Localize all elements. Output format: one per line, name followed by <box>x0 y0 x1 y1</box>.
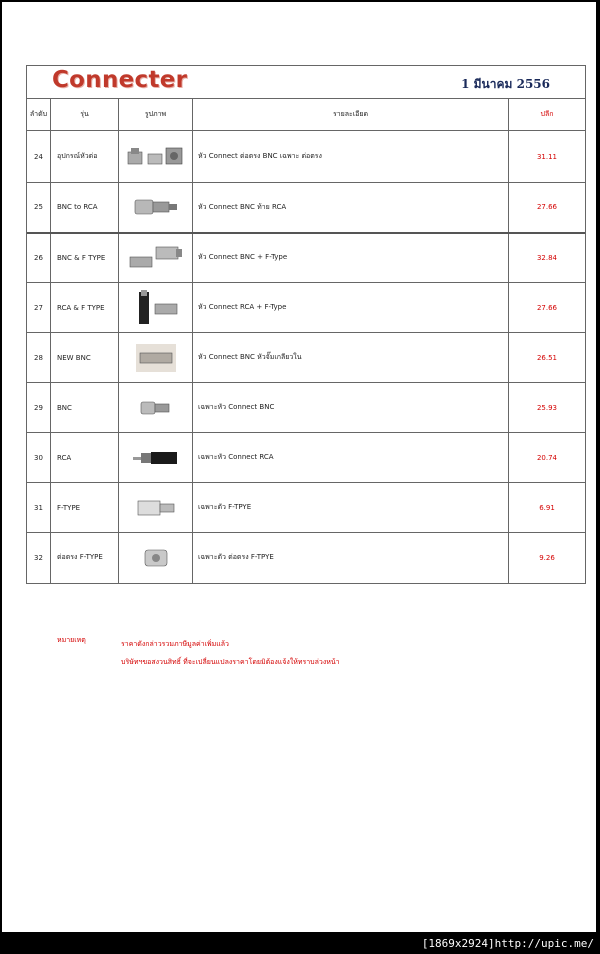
bnc-icon <box>119 384 192 432</box>
row-detail: หัว Connect BNC + F-Type <box>193 233 509 283</box>
row-number: 30 <box>27 433 51 483</box>
table-row <box>27 533 585 583</box>
col-header-image: รูปภาพ <box>119 99 193 131</box>
row-number: 28 <box>27 333 51 383</box>
row-price: 9.26 <box>509 533 586 583</box>
row-model: F-TYPE <box>51 483 119 533</box>
table-row <box>27 283 585 333</box>
row-number: 32 <box>27 533 51 583</box>
col-header-model: รุ่น <box>51 99 119 131</box>
note-label: หมายเหตุ <box>57 636 86 644</box>
row-model: NEW BNC <box>51 333 119 383</box>
table-header-row <box>27 99 585 131</box>
row-image <box>119 233 193 283</box>
image-host-watermark: [1869x2924]http://upic.me/ <box>421 937 594 950</box>
row-image <box>119 283 193 333</box>
table-row <box>27 483 585 533</box>
row-image <box>119 383 193 433</box>
ftype-icon <box>119 484 192 532</box>
row-detail: เฉพาะตัว ต่อตรง F-TPYE <box>193 533 509 583</box>
price-date: 1 มีนาคม 2556 <box>461 77 550 91</box>
new-bnc-icon <box>119 334 192 382</box>
row-price: 6.91 <box>509 483 586 533</box>
title-row <box>27 66 585 99</box>
row-model: BNC & F TYPE <box>51 233 119 283</box>
row-price: 26.51 <box>509 333 586 383</box>
price-table-sheet <box>26 65 586 584</box>
table-row <box>27 183 585 233</box>
table-row <box>27 233 585 283</box>
row-image <box>119 433 193 483</box>
bnc-rca-adapter-icon <box>119 183 192 231</box>
row-number: 24 <box>27 131 51 183</box>
table-row <box>27 333 585 383</box>
row-number: 26 <box>27 233 51 283</box>
row-detail: เฉพาะหัว Connect RCA <box>193 433 509 483</box>
row-price: 27.66 <box>509 183 586 233</box>
rca-ftype-icon <box>119 284 192 332</box>
row-detail: เฉพาะหัว Connect BNC <box>193 383 509 433</box>
row-number: 27 <box>27 283 51 333</box>
col-header-price: ปลีก <box>509 99 586 131</box>
rca-icon <box>119 434 192 482</box>
col-header-no: ลำดับ <box>27 99 51 131</box>
row-price: 31.11 <box>509 131 586 183</box>
row-model: ต่อตรง F-TYPE <box>51 533 119 583</box>
connector-set-icon <box>119 133 192 181</box>
row-model: อุปกรณ์หัวต่อ <box>51 131 119 183</box>
row-number: 29 <box>27 383 51 433</box>
row-detail: เฉพาะตัว F-TPYE <box>193 483 509 533</box>
table-row <box>27 383 585 433</box>
row-number: 25 <box>27 183 51 233</box>
row-model: BNC to RCA <box>51 183 119 233</box>
row-number: 31 <box>27 483 51 533</box>
row-price: 27.66 <box>509 283 586 333</box>
row-image <box>119 131 193 183</box>
row-model: BNC <box>51 383 119 433</box>
bnc-ftype-icon <box>119 234 192 282</box>
col-header-detail: รายละเอียด <box>193 99 509 131</box>
note-vat: ราคาดังกล่าวรวมภาษีมูลค่าเพิ่มแล้ว <box>121 640 229 648</box>
row-detail: หัว Connect RCA + F-Type <box>193 283 509 333</box>
row-detail: หัว Connect BNC หัวจั๊มเกลียวใน <box>193 333 509 383</box>
row-model: RCA & F TYPE <box>51 283 119 333</box>
row-detail: หัว Connect ต่อตรง BNC เฉพาะ ต่อตรง <box>193 131 509 183</box>
table-row <box>27 131 585 183</box>
row-price: 25.93 <box>509 383 586 433</box>
row-price: 20.74 <box>509 433 586 483</box>
row-image <box>119 483 193 533</box>
row-image <box>119 533 193 583</box>
price-sheet-page <box>2 2 596 932</box>
table-row <box>27 433 585 483</box>
price-table <box>27 99 585 583</box>
row-detail: หัว Connect BNC ท้าย RCA <box>193 183 509 233</box>
row-image <box>119 333 193 383</box>
ftype-straight-icon <box>119 534 192 582</box>
row-price: 32.84 <box>509 233 586 283</box>
page-title: Connecter <box>52 67 188 93</box>
row-image <box>119 183 193 233</box>
note-price-change: บริษัทฯขอสงวนสิทธิ์ ที่จะเปลี่ยนแปลงราคาโดยมิต้องแจ้งให้ทราบล่วงหน้า <box>121 658 340 666</box>
row-model: RCA <box>51 433 119 483</box>
